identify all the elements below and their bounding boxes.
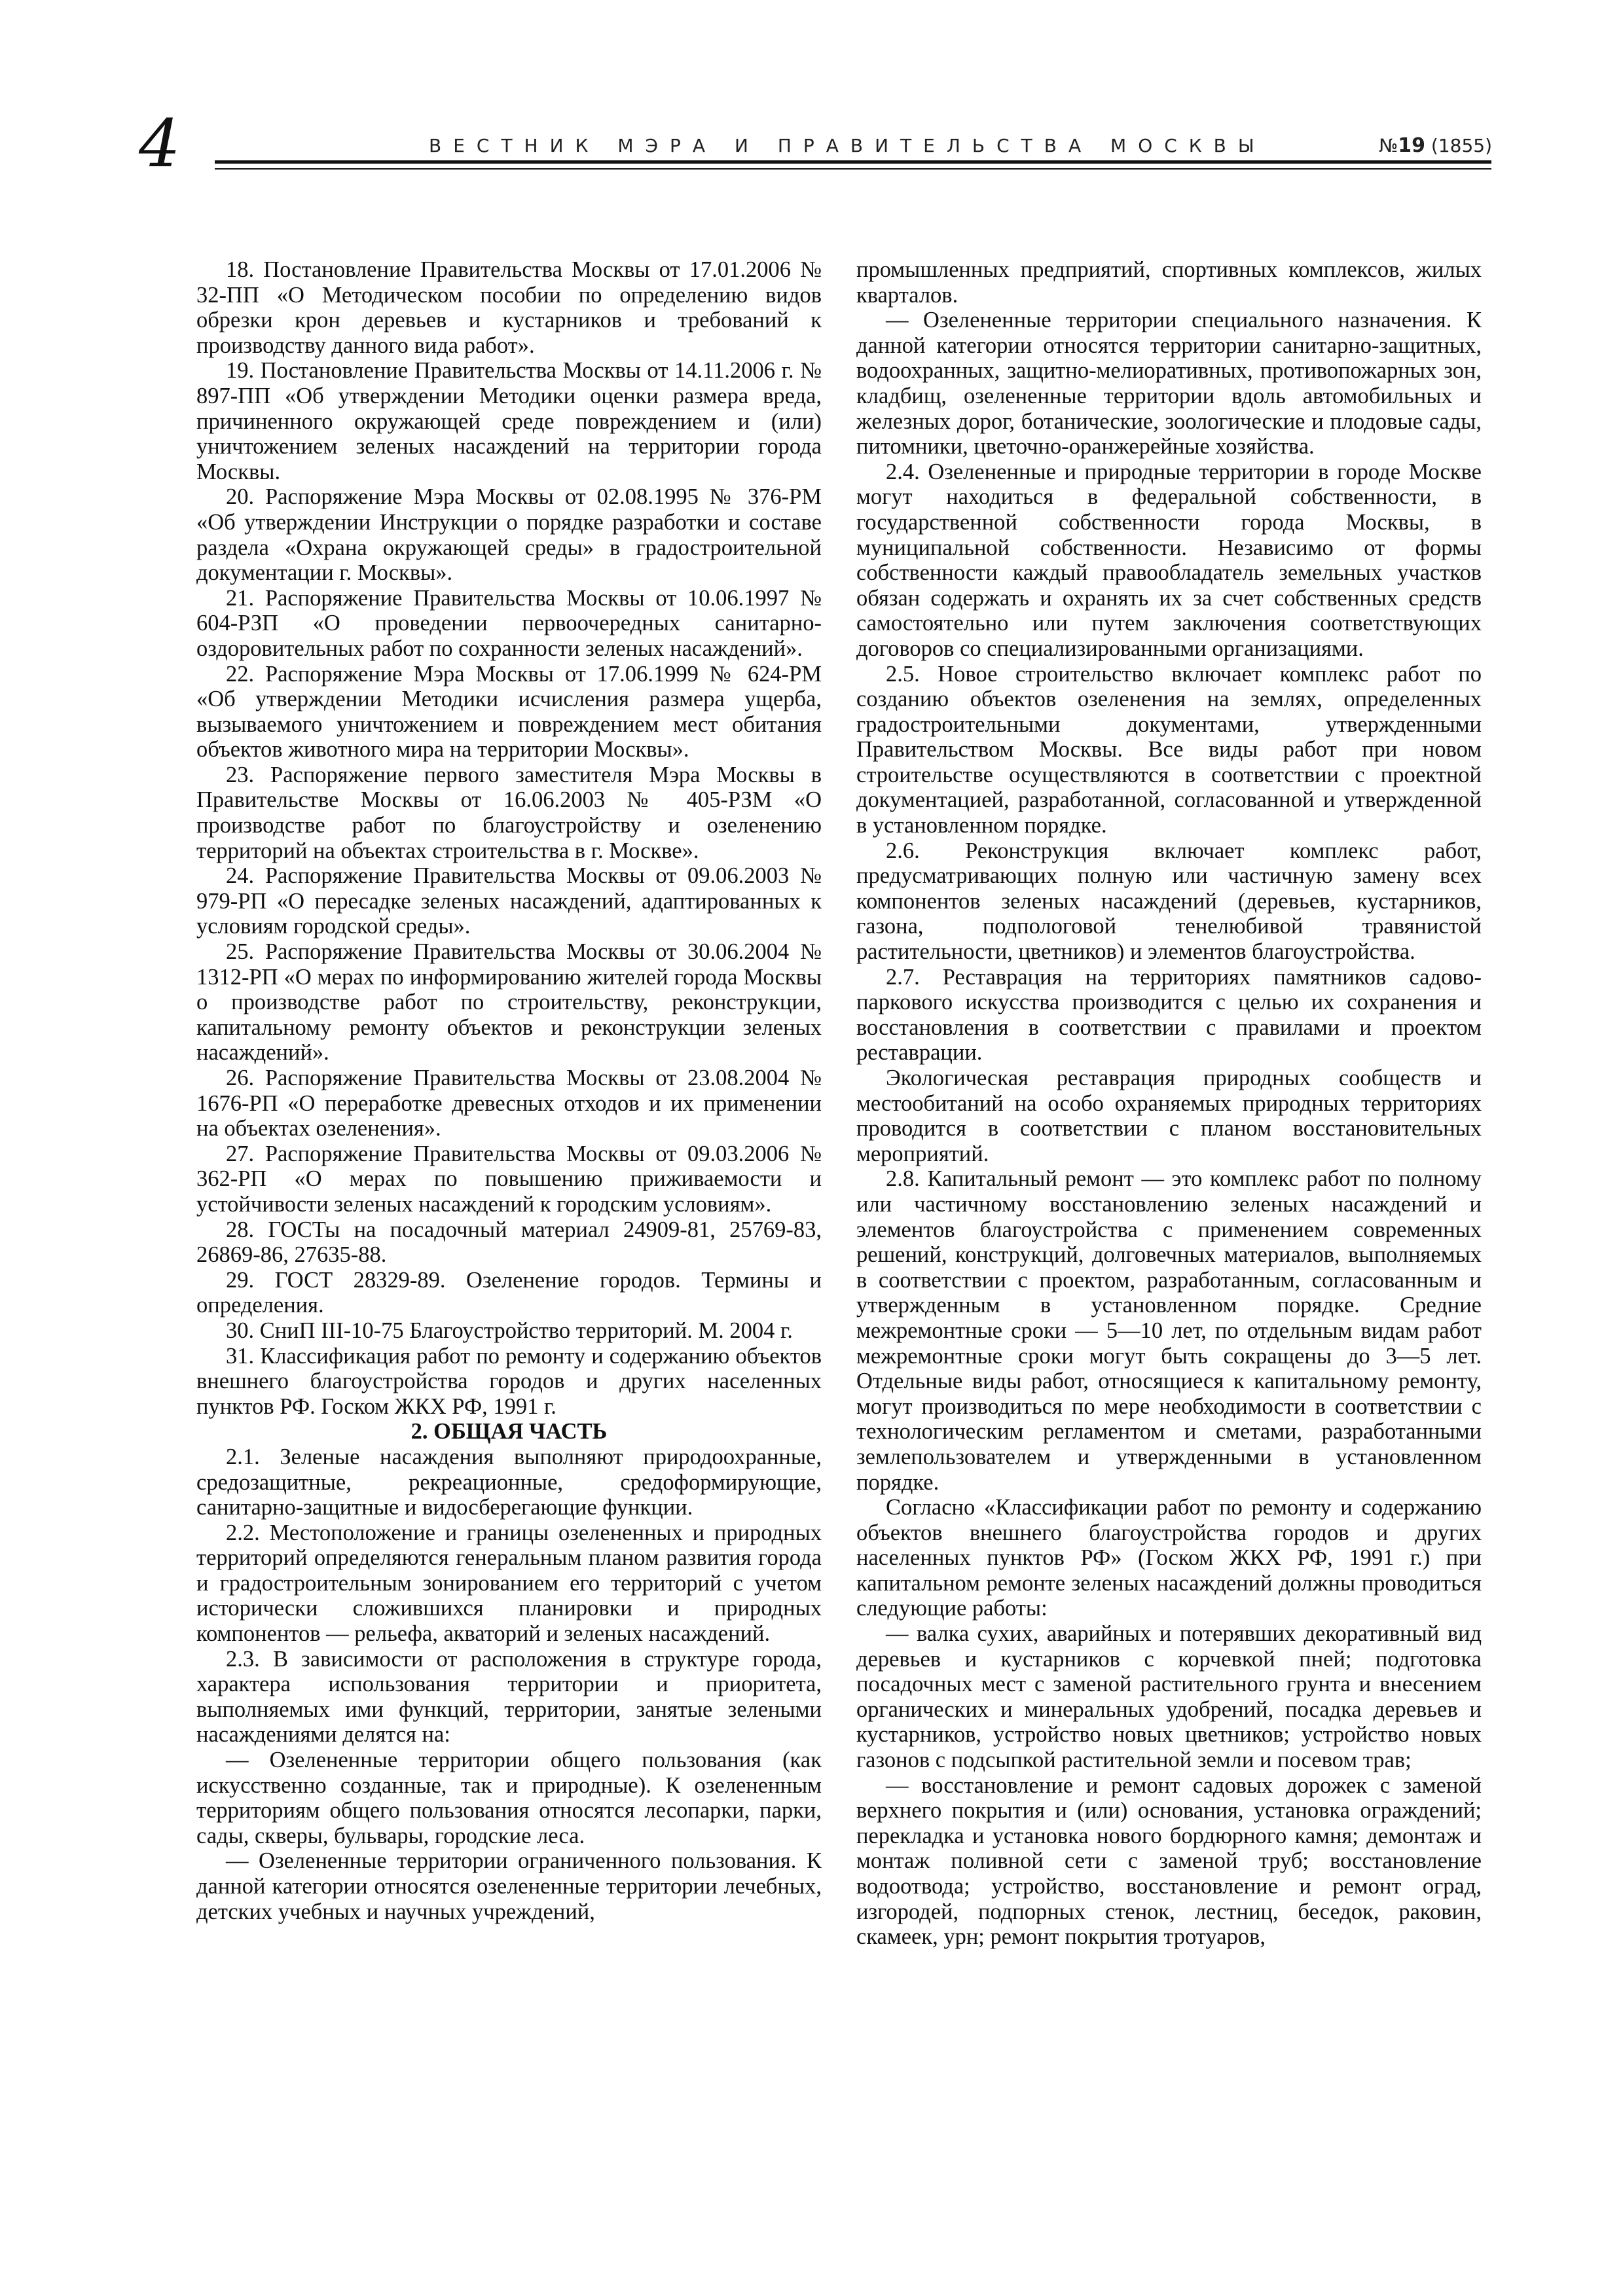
reference-item-29: 29. ГОСТ 28329-89. Озеленение городов. Термины и определения.	[196, 1267, 822, 1318]
reference-item-19: 19. Постановление Правительства Москвы от 14.11.2006 г. № 897-ПП «Об утверждении Методики оценки размера вреда, причиненного окружающей среде повреждением и (или) уничтожением зеленых насаждений на территории города Москвы.	[196, 358, 822, 484]
issue-prefix: №	[1379, 135, 1398, 156]
paragraph-2-3: 2.3. В зависимости от расположения в структуре города, характера использования территории и приоритета, выполняемых ими функций, территории, занятые зелеными насаждениями делятся на:	[196, 1646, 822, 1748]
paragraph-2-5: 2.5. Новое строительство включает комплекс работ по созданию объектов озеленения на землях, определенных градостроительными документами, утвержденными Правительством Москвы. Все виды работ при новом строительстве осуществляются в соответствии с проектной документацией, разработанной, согласованной и утвержденной в установленном порядке.	[856, 661, 1482, 838]
section-heading: 2. ОБЩАЯ ЧАСТЬ	[410, 1419, 608, 1444]
running-head-title: ВЕСТНИК МЭРА И ПРАВИТЕЛЬСТВА МОСКВЫ	[429, 135, 1266, 156]
reference-item-30: 30. СниП III-10-75 Благоустройство территорий. М. 2004 г.	[226, 1318, 793, 1343]
list-item-felling-planting: — валка сухих, аварийных и потерявших декоративный вид деревьев и кустарников с корчевкой пней; подготовка посадочных мест с заменой растительного грунта и внесением органических и минеральных удобрений, посадка деревьев и кустарников, устройство новых цветников; устройство новых газонов с подсыпкой растительной земли и посевом трав;	[856, 1621, 1482, 1773]
list-item-paths-repair: — восстановление и ремонт садовых дорожек с заменой верхнего покрытия и (или) основания, установка ограждений; перекладка и установка нового бордюрного камня; демонтаж и монтаж поливной сети с заменой труб; восстановление водоотвода; устройство, восстановление и ремонт оград, изгородей, подпорных стенок, лестниц, беседок, раковин, скамеек, урн; ремонт покрытия тротуаров,	[856, 1772, 1482, 1950]
issue-total: (1855)	[1431, 135, 1492, 156]
issue-number-value: 19	[1398, 134, 1425, 157]
paragraph-2-2: 2.2. Местоположение и границы озелененных и природных территорий определяются генеральным планом развития города и градостроительным зонированием его территорий с учетом исторически сложившихся планировки и природных компонентов — рельефа, акваторий и зеленых насаждений.	[196, 1520, 822, 1647]
issue-number	[1379, 133, 1492, 159]
reference-item-22: 22. Распоряжение Мэра Москвы от 17.06.1999 № 624-РМ «Об утверждении Методики исчисления размера ущерба, вызываемого уничтожением и повреждением мест обитания объектов животного мира на территории Москвы».	[196, 661, 822, 762]
reference-item-27: 27. Распоряжение Правительства Москвы от 09.03.2006 № 362-РП «О мерах по повышению приживаемости и устойчивости зеленых насаждений к городским условиям».	[196, 1141, 822, 1217]
paragraph-ecological-restoration: Экологическая реставрация природных сообществ и местообитаний на особо охраняемых природных территориях проводится в соответствии с планом восстановительных мероприятий.	[856, 1066, 1482, 1166]
header-rule-thin	[215, 168, 1491, 170]
reference-item-28: 28. ГОСТы на посадочный материал 24909-81, 25769-83, 26869-86, 27635-88.	[196, 1217, 822, 1268]
reference-item-25: 25. Распоряжение Правительства Москвы от 30.06.2004 № 1312-РП «О мерах по информированию жителей города Москвы о производстве работ по строительству, реконструкции, капитальному ремонту объектов и реконструкции зеленых насаждений».	[196, 939, 822, 1066]
reference-item-26: 26. Распоряжение Правительства Москвы от 23.08.2004 № 1676-РП «О переработке древесных отходов и их применении на объектах озеленения».	[196, 1066, 822, 1141]
reference-item-20: 20. Распоряжение Мэра Москвы от 02.08.1995 № 376-РМ «Об утверждении Инструкции о порядке разработки и составе раздела «Охрана окружающей среды» в градостроительной документации г. Москвы».	[196, 484, 822, 586]
reference-item-21: 21. Распоряжение Правительства Москвы от 10.06.1997 № 604-РЗП «О проведении первоочередных санитарно-оздоровительных работ по сохранности зеленых насаждений».	[196, 585, 822, 661]
list-item-limited-use: — Озелененные территории ограниченного пользования. К данной категории относятся озелененные территории лечебных, детских учебных и научных учреждений,	[196, 1848, 822, 1924]
paragraph-2-1: 2.1. Зеленые насаждения выполняют природоохранные, средозащитные, рекреационные, средоформирующие, санитарно-защитные и видосберегающие функции.	[196, 1444, 822, 1520]
reference-item-23: 23. Распоряжение первого заместителя Мэра Москвы в Правительстве Москвы от 16.06.2003 № 405-РЗМ «О производстве работ по благоустройству и озеленению территорий на объектах строительства в г. Москве».	[196, 762, 822, 863]
paragraph-2-4: 2.4. Озелененные и природные территории в городе Москве могут находиться в федеральной собственности, в государственной собственности города Москвы, в муниципальной собственности. Независимо от формы собственности каждый правообладатель земельных участков обязан содержать и охранять их за счет собственных средств самостоятельно или путем заключения соответствующих договоров со специализированными организациями.	[856, 459, 1482, 661]
list-item-special-purpose: — Озелененные территории специального назначения. К данной категории относятся территории санитарно-защитных, водоохранных, защитно-мелиоративных, противопожарных зон, кладбищ, озелененные территории вдоль автомобильных и железных дорог, ботанические, зоологические и плодовые сады, питомники, цветочно-оранжерейные хозяйства.	[856, 308, 1482, 459]
header-rule-thick	[215, 160, 1491, 164]
paragraph-2-7: 2.7. Реставрация на территориях памятников садово-паркового искусства производится с целью их сохранения и восстановления в соответствии с правилами и проектом реставрации.	[856, 964, 1482, 1066]
paragraph-continuation: промышленных предприятий, спортивных комплексов, жилых кварталов.	[856, 257, 1482, 308]
paragraph-classification: Согласно «Классификации работ по ремонту и содержанию объектов внешнего благоустройства городов и других населенных пунктов РФ» (Госком ЖКХ РФ, 1991 г.) при капитальном ремонте зеленых насаждений должны проводиться следующие работы:	[856, 1495, 1482, 1621]
reference-item-31: 31. Классификация работ по ремонту и содержанию объектов внешнего благоустройства городов и других населенных пунктов РФ. Госком ЖКХ РФ, 1991 г.	[196, 1343, 822, 1419]
paragraph-2-8: 2.8. Капитальный ремонт — это комплекс работ по полному или частичному восстановлению зеленых насаждений и элементов благоустройства с применением современных решений, конструкций, долговечных материалов, выполняемых в соответствии с проектом, разработанным, согласованным и утвержденным в установленном порядке. Средние межремонтные сроки — 5—10 лет, по отдельным видам работ межремонтные сроки могут быть сокращены до 3—5 лет. Отдельные виды работ, относящиеся к капитальному ремонту, могут производиться по мере необходимости в соответствии с технологическим регламентом и сметами, разработанными землепользователем и утвержденными в установленном порядке.	[856, 1166, 1482, 1495]
list-item-public-use: — Озелененные территории общего пользования (как искусственно созданные, так и природные). К озелененным территориям общего пользования относятся лесопарки, парки, сады, скверы, бульвары, городские леса.	[196, 1748, 822, 1848]
reference-item-24: 24. Распоряжение Правительства Москвы от 09.06.2003 № 979-РП «О пересадке зеленых насаждений, адаптированных к условиям городской среды».	[196, 863, 822, 939]
left-column	[196, 257, 822, 2208]
right-column	[856, 257, 1482, 2208]
reference-item-18: 18. Постановление Правительства Москвы от 17.01.2006 № 32-ПП «О Методическом пособии по определению видов обрезки крон деревьев и кустарников и требований к производству данного вида работ».	[196, 257, 822, 358]
page-number: 4	[139, 105, 181, 182]
paragraph-2-6: 2.6. Реконструкция включает комплекс работ, предусматривающих полную или частичную замену всех компонентов зеленых насаждений (деревьев, кустарников, газона, подпологовой тенелюбивой травянистой растительности, цветников) и элементов благоустройства.	[856, 838, 1482, 965]
